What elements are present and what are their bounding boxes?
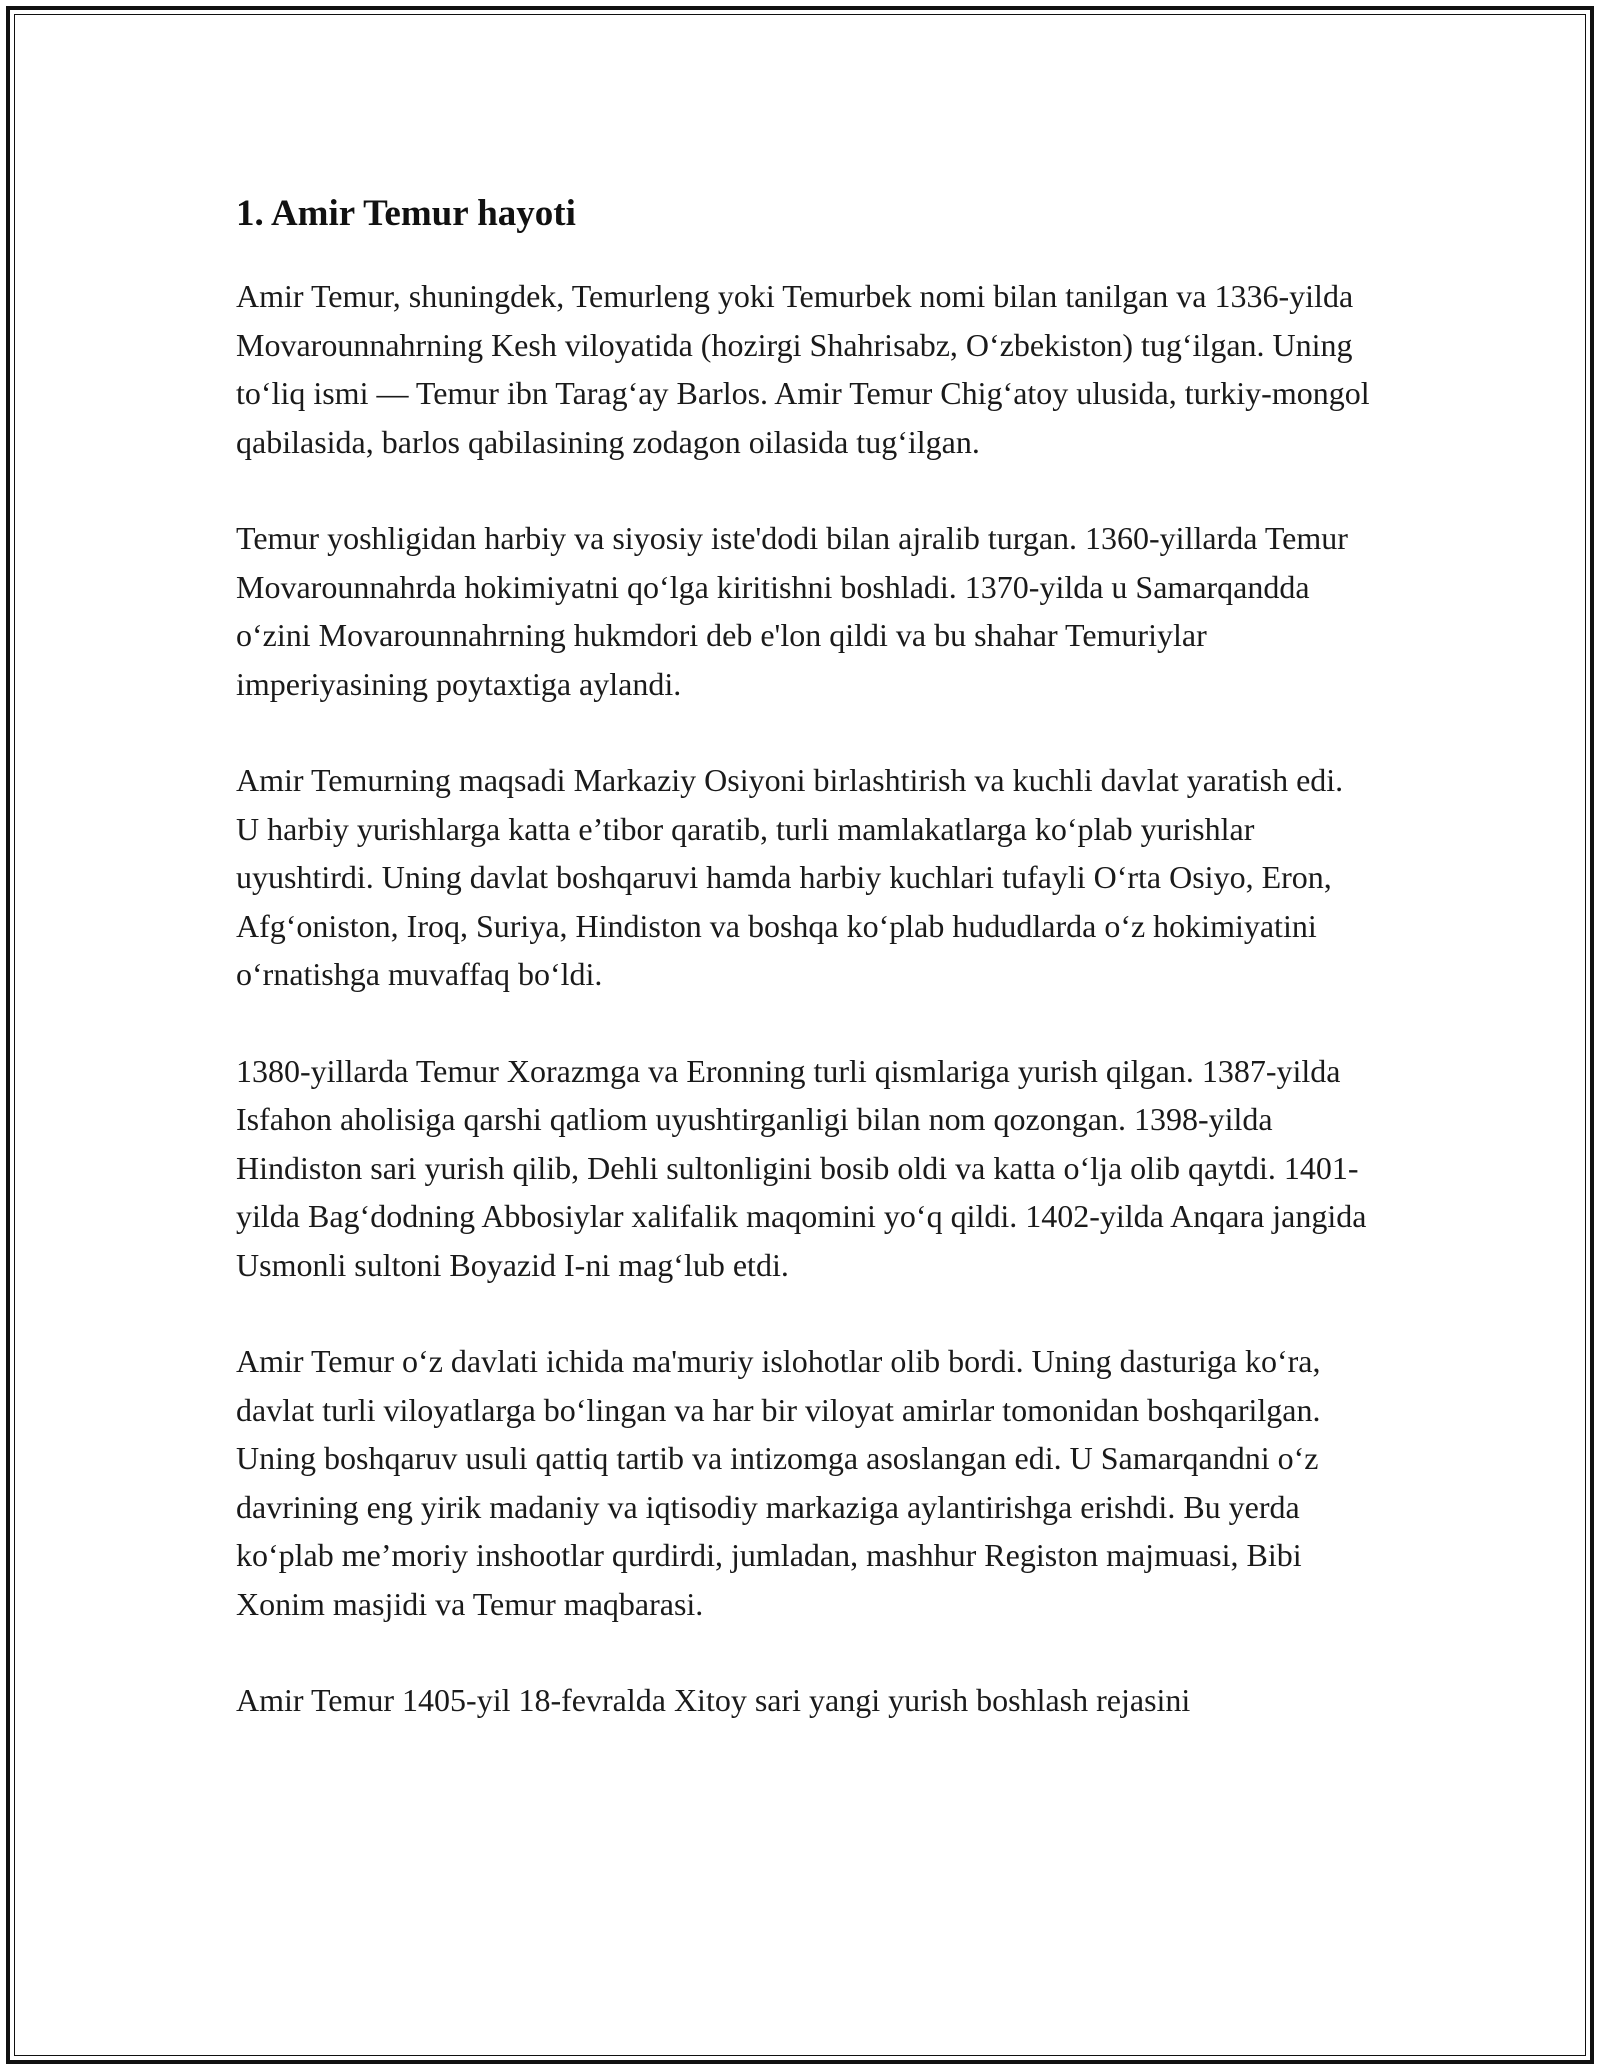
paragraph-5: Amir Temur o‘z davlati ichida ma'muriy islohotlar olib bordi. Uning dasturiga ko‘ra, davlat turli viloyatlarga bo‘lingan va har bir viloyat amirlar tomonidan boshqarilgan. Uning boshqaruv usuli qattiq tartib va intizomga asoslangan edi. U Samarqandni o‘z davrining eng yirik madaniy va iqtisodiy markaziga aylantirishga erishdi. Bu yerda ko‘plab me’moriy inshootlar qurdirdi, jumladan, mashhur Registon majmuasi, Bibi Xonim masjidi va Temur maqbarasi. (236, 1343, 1321, 1622)
paragraph-3: Amir Temurning maqsadi Markaziy Osiyoni birlashtirish va kuchli davlat yaratish edi. U harbiy yurishlarga katta e’tibor qaratib, turli mamlakatlarga ko‘plab yurishlar uyushtirdi. Uning davlat boshqaruvi hamda harbiy kuchlari tufayli O‘rta Osiyo, Eron, Afg‘oniston, Iroq, Suriya, Hindiston va boshqa ko‘plab hududlarda o‘z hokimiyatini o‘rnatishga muvaffaq bo‘ldi. (236, 762, 1344, 992)
section-heading: 1. Amir Temur hayoti (236, 193, 576, 234)
paragraph-4: 1380-yillarda Temur Xorazmga va Eronning turli qismlariga yurish qilgan. 1387-yilda Isfahon aholisiga qarshi qatliom uyushtirganligi bilan nom qozongan. 1398-yilda Hindiston sari yurish qilib, Dehli sultonligini bosib oldi va katta o‘lja olib qaytdi. 1401-yilda Bag‘dodning Abbosiylar xalifalik maqomini yo‘q qildi. 1402-yilda Anqara jangida Usmonli sultoni Boyazid I-ni mag‘lub etdi. (236, 1052, 1367, 1283)
paragraph-2: Temur yoshligidan harbiy va siyosiy iste'dodi bilan ajralib turgan. 1360-yillarda Temur Movarounnahrda hokimiyatni qo‘lga kiritishni boshladi. 1370-yilda u Samarqandda o‘zini Movarounnahrning hukmdori deb e'lon qildi va bu shahar Temuriylar imperiyasining poytaxtiga aylandi. (236, 520, 1348, 702)
document-body (236, 186, 1372, 1773)
paragraph-6: Amir Temur 1405-yil 18-fevralda Xitoy sari yangi yurish boshlash rejasini (236, 1682, 1191, 1718)
paragraph-1: Amir Temur, shuningdek, Temurleng yoki Temurbek nomi bilan tanilgan va 1336-yilda Movarounnahrning Kesh viloyatida (hozirgi Shahrisabz, O‘zbekiston) tug‘ilgan. Uning to‘liq ismi — Temur ibn Tarag‘ay Barlos. Amir Temur Chig‘atoy ulusida, turkiy-mongol qabilasida, barlos qabilasining zodagon oilasida tug‘ilgan. (236, 278, 1370, 460)
